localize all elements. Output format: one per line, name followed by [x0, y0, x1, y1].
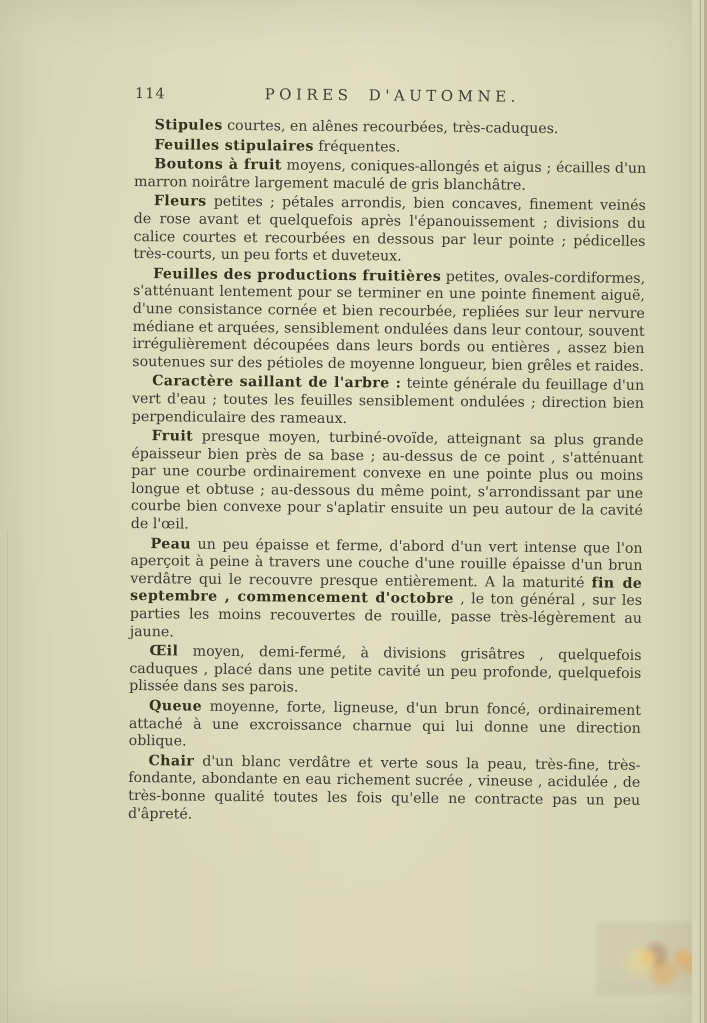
paragraph-text: courtes, en alênes recourbées, très-caduques. [222, 117, 559, 138]
body-text [128, 117, 647, 828]
paragraph-text: un peu épaisse et ferme, d'abord d'un vert intense que l'on aperçoit à peine à travers une couche d'une rouille épaisse d'un brun verdâtre qui le recouvre presque entièrement. A la maturité [130, 536, 643, 592]
paragraph-lead: Peau [150, 535, 192, 553]
paragraph-lead: Boutons à fruit [154, 156, 282, 174]
paragraph-lead: Queue [148, 698, 203, 715]
paragraph-lead: Feuilles des productions fruitières [153, 265, 442, 285]
paragraph-text: teinte générale du feuillage d'un vert d'eau ; toutes les feuilles sensiblement ondulées ; direction bien perpendiculaire des rameaux. [131, 375, 645, 427]
paragraph-lead: Œil [149, 643, 179, 660]
paragraph-text: d'un blanc verdâtre et verte sous la peau, très-fine, très-fondante, abondante en eau richement sucrée , vineuse , acidulée , de très-bonne qualité toutes les fois qu'elle ne contracte pas un peu d'âpreté. [127, 753, 641, 823]
page-header [135, 84, 647, 107]
paragraph-lead: Stipules [154, 117, 223, 134]
paragraph-boutons-a-fruit [134, 156, 646, 196]
paragraph-lead: Caractère saillant de l'arbre : [152, 373, 402, 392]
paragraph-caractere-arbre [132, 373, 644, 431]
paragraph-feuilles-stipulaires [134, 137, 646, 160]
paragraph-lead-maturity: fin de septembre , commencement d'octobre [130, 575, 643, 608]
paragraph-lead: Chair [148, 752, 195, 770]
paragraph-text: fréquentes. [313, 138, 401, 156]
paper-fold-line [7, 530, 8, 1023]
paragraph-lead: Fleurs [153, 193, 207, 211]
paragraph-lead: Fruit [151, 428, 194, 445]
paragraph-fleurs [133, 193, 646, 268]
paragraph-text: moyen, demi-fermé, à divisions grisâtres , quelquefois caduques , placé dans une petite cavité un peu profonde, quelquefois plissée dans ses parois. [129, 643, 642, 697]
paragraph-text: petites ; pétales arrondis, bien concaves, finement veinés de rose avant et quelquefois après l'épanouissement ; divisions du calice courtes et recourbées en dessous par leur pointe ; pédicelles très-courts, un peu forts et duveteux. [133, 194, 646, 265]
ink-bleed-highlight [630, 948, 700, 970]
page-content [128, 84, 647, 830]
paragraph-feuilles-productions [132, 266, 645, 376]
paragraph-oeil [129, 643, 641, 701]
paragraph-text: moyenne, forte, ligneuse, d'un brun foncé, ordinairement attaché à une excroissance charnue qui lui donne une direction oblique. [128, 698, 642, 750]
paragraph-text: , le ton général , sur les parties les moins recouvertes de rouille, passe très-légèrement au jaune. [129, 591, 643, 641]
paragraph-peau [130, 536, 643, 646]
paragraph-text: petites, ovales-cordiformes, s'atténuant lentement pour se terminer en une pointe finement aiguë, d'une consistance cornée et bien recourbée, repliées sur leur nervure médiane et arquées, sensiblement ondulées dans leur contour, souvent irrégulièrement découpées dans leurs bords ou entières , assez bien soutenues sur des pétioles de moyenne longueur, bien grêles et raides. [132, 268, 646, 375]
running-title: POIRES D'AUTOMNE. [264, 85, 520, 106]
paragraph-text: presque moyen, turbiné-ovoïde, atteignant sa plus grande épaisseur bien près de sa base ; au-dessus de ce point , s'atténuant par une courbe ordinairement convexe en une pointe plus ou moins longue et obtuse ; au-dessous du même point, s'arrondissant par une courbe bien convexe pour s'aplatir ensuite un peu autour de la cavité de l'œil. [130, 428, 644, 533]
paragraph-lead: Feuilles stipulaires [154, 136, 314, 155]
paragraph-stipules [135, 117, 647, 140]
page-number: 114 [134, 85, 166, 103]
paragraph-chair [128, 753, 641, 828]
paragraph-text: moyens, coniques-allongés et aigus ; écailles d'un marron noirâtre largement maculé de gris blanchâtre. [133, 157, 647, 194]
page-edge-line [700, 0, 701, 1023]
paragraph-fruit [131, 428, 644, 538]
paragraph-queue [129, 698, 641, 756]
